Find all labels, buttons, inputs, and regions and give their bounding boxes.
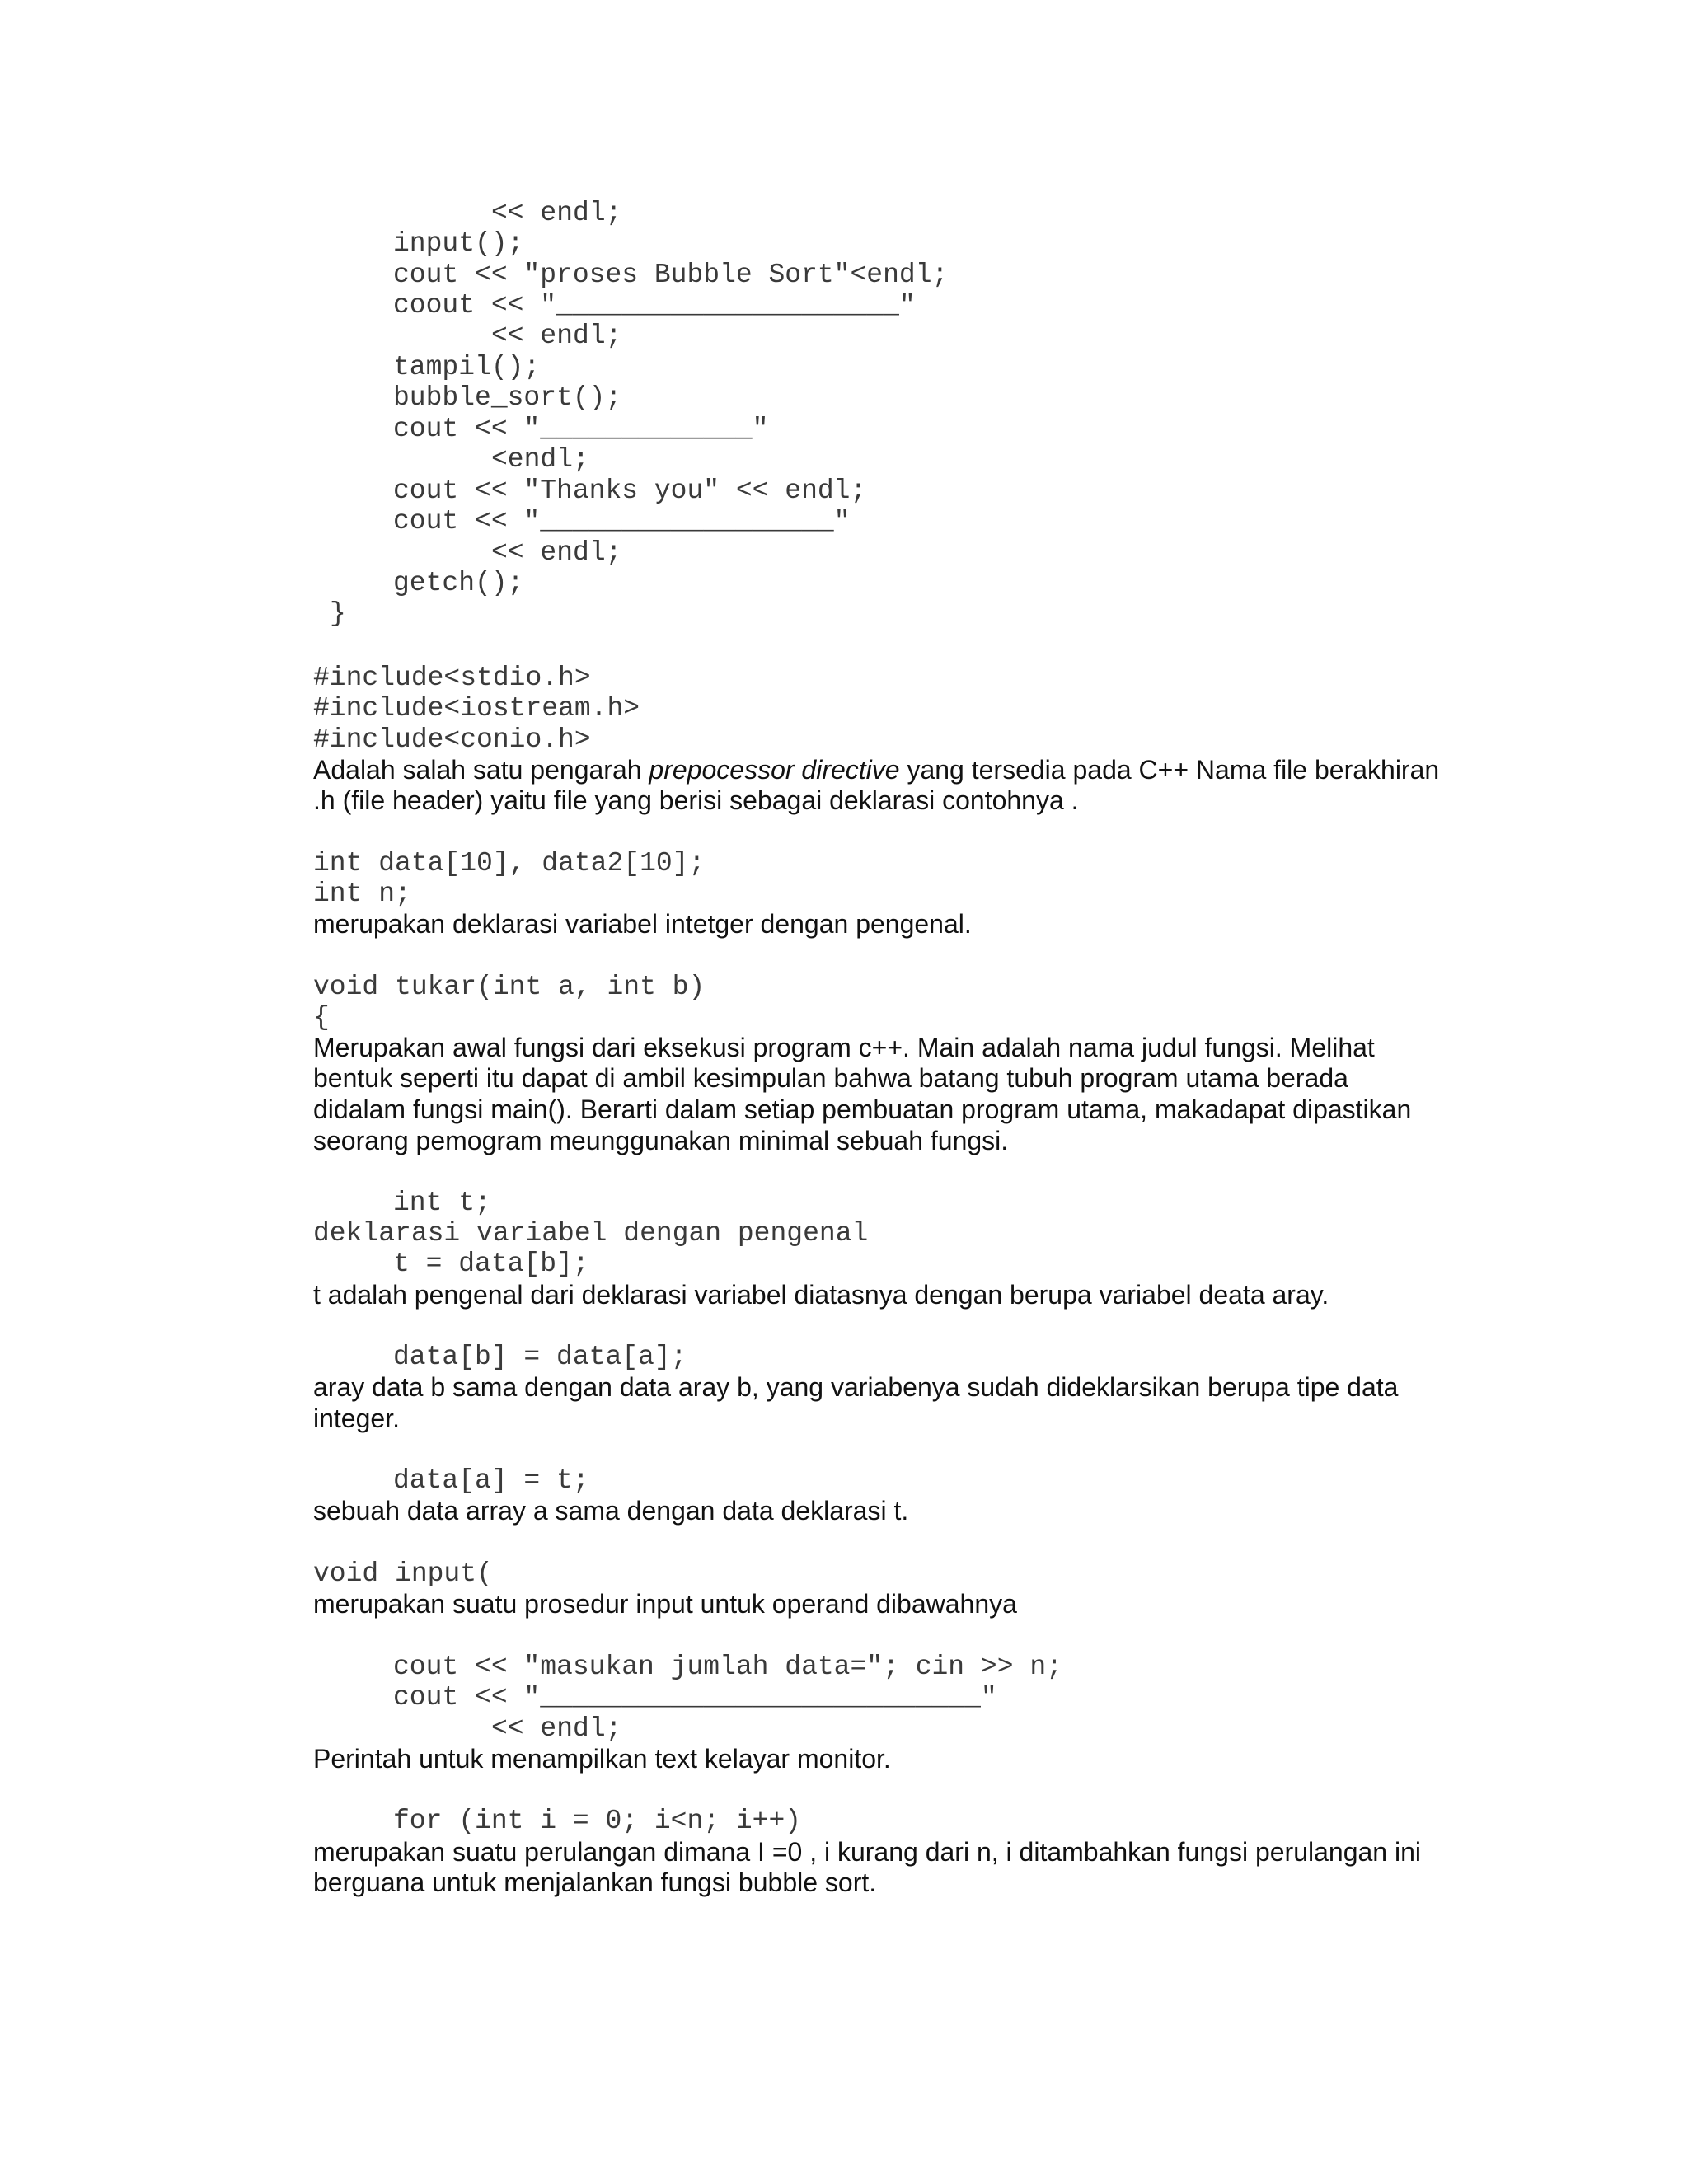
code-line: void input(	[313, 1558, 493, 1589]
code-line: cout << "_____________"	[393, 414, 769, 444]
paragraph-line: integer.	[313, 1404, 400, 1433]
code-line: void tukar(int a, int b)	[313, 972, 706, 1002]
text-span: yang tersedia pada C++ Nama file berakhiran	[899, 755, 1440, 785]
paragraph-line: didalam fungsi main(). Berarti dalam setiap pembuatan program utama, makadapat dipastikan	[313, 1094, 1412, 1124]
paragraph-line: bentuk seperti itu dapat di ambil kesimpulan bahwa batang tubuh program utama berada	[313, 1063, 1348, 1093]
code-line: cout << "__________________"	[393, 506, 851, 537]
code-line: {	[313, 1002, 330, 1033]
code-line: for (int i = 0; i<n; i++)	[393, 1806, 802, 1836]
code-line: input();	[393, 228, 524, 259]
paragraph-line: Perintah untuk menampilkan text kelayar monitor.	[313, 1744, 891, 1774]
paragraph-line: merupakan deklarasi variabel intetger dengan pengenal.	[313, 909, 972, 939]
code-line: cout << "___________________________"	[393, 1682, 997, 1713]
code-line: <endl;	[491, 444, 589, 475]
code-line: << endl;	[491, 321, 622, 351]
paragraph-line: t adalah pengenal dari deklarasi variabel diatasnya dengan berupa variabel deata aray.	[313, 1280, 1329, 1310]
paragraph-line: berguana untuk menjalankan fungsi bubble sort.	[313, 1868, 877, 1897]
code-line: cout << "Thanks you" << endl;	[393, 476, 867, 506]
code-line: }	[330, 598, 346, 629]
code-line: tampil();	[393, 352, 541, 382]
code-line: t = data[b];	[393, 1249, 589, 1279]
code-line: data[a] = t;	[393, 1465, 589, 1496]
italic-term: prepocessor directive	[649, 755, 900, 785]
code-line: getch();	[393, 568, 524, 598]
code-line: << endl;	[491, 1713, 622, 1744]
paragraph-line: seorang pemogram meunggunakan minimal sebuah fungsi.	[313, 1126, 1009, 1155]
paragraph-line: aray data b sama dengan data aray b, yang variabenya sudah dideklarsikan berupa tipe data	[313, 1372, 1399, 1402]
paragraph-line: Merupakan awal fungsi dari eksekusi program c++. Main adalah nama judul fungsi. Melihat	[313, 1033, 1375, 1062]
code-line: data[b] = data[a];	[393, 1342, 687, 1372]
code-line: bubble_sort();	[393, 382, 622, 413]
code-line: int data[10], data2[10];	[313, 848, 706, 879]
code-line: cout << "masukan jumlah data="; cin >> n;	[393, 1652, 1062, 1682]
paragraph-line: merupakan suatu prosedur input untuk operand dibawahnya	[313, 1589, 1017, 1619]
paragraph-line: merupakan suatu perulangan dimana I =0 , i kurang dari n, i ditambahkan fungsi perulangan ini	[313, 1837, 1421, 1867]
code-line: deklarasi variabel dengan pengenal	[313, 1218, 869, 1249]
code-line: int n;	[313, 879, 411, 909]
paragraph-line: sebuah data array a sama dengan data deklarasi t.	[313, 1496, 909, 1526]
code-line: cout << "proses Bubble Sort"<endl;	[393, 260, 949, 290]
include-line: #include<iostream.h>	[313, 693, 640, 724]
text-span: Adalah salah satu pengarah	[313, 755, 649, 785]
code-line: coout << "_____________________"	[393, 290, 916, 321]
include-line: #include<conio.h>	[313, 724, 591, 755]
include-line: #include<stdio.h>	[313, 663, 591, 693]
code-line: << endl;	[491, 537, 622, 568]
paragraph-line	[313, 757, 1439, 783]
code-line: int t;	[393, 1188, 491, 1218]
paragraph-line: .h (file header) yaitu file yang berisi sebagai deklarasi contohnya .	[313, 785, 1079, 815]
code-line: << endl;	[491, 198, 622, 228]
